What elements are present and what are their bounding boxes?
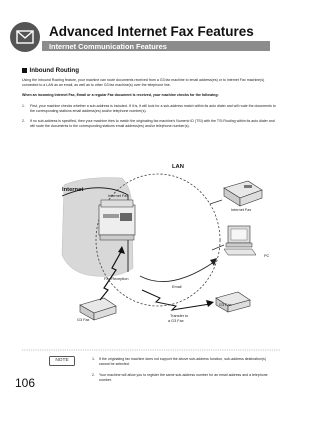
page-subtitle: Internet Communication Features — [49, 41, 167, 51]
pc-label: PC — [264, 254, 270, 258]
intro-paragraph: Using the Inbound Routing feature, your machine can route documents received from a G3 fax machine to email address(es) or to Internet Fax machine(s) connected to a LAN as an email, as well as to other G3 fax machine(s) over the telephone line. — [22, 78, 265, 87]
list-item-number: 1. — [22, 104, 25, 108]
internet-label: Internet — [62, 187, 84, 193]
section-title: Inbound Routing — [29, 67, 79, 74]
email-label: Email — [172, 285, 182, 289]
transfer-label-line1: Transfer to — [170, 314, 189, 318]
note-item-text: If the originating fax machine does not support the above sub-address function, sub-address destination(s) cannot be selected. — [99, 357, 266, 366]
page-number: 106 — [15, 376, 36, 390]
fax-reception-label: Fax Reception — [104, 277, 129, 281]
note-label: NOTE — [49, 356, 75, 366]
internet-fax-right-label: Internet Fax — [231, 208, 252, 212]
note-item — [92, 373, 276, 382]
page-title: Advanced Internet Fax Features — [49, 24, 254, 39]
question-paragraph: When an incoming Internet Fax, Email or a regular Fax document is received, your machine checks for the following: — [22, 93, 219, 97]
internet-fax-left-label: Internet Fax — [108, 194, 129, 198]
list-item-text: If no sub-address is specified, then your machine tries to match the originating fax machine's Numeric ID (TSI) with the TSI Routing within its auto dialer and will route the documents to the corresponding stations email address(es) and/or telephone number(s). — [30, 119, 275, 128]
lan-label: LAN — [172, 164, 184, 170]
transfer-label-line2: a G3 Fax — [168, 319, 184, 323]
note-item-number: 1. — [92, 357, 95, 361]
note-item-number: 2. — [92, 373, 95, 377]
list-item-text: First, your machine checks whether a sub-address is included. If it is, it will look for a sub-address match within its auto dialer and will route the documents to the corresponding stations email address(es) and/or telephone number(s). — [30, 104, 276, 113]
list-item-number: 2. — [22, 119, 25, 123]
g3-fax-right-label: G3 Fax — [219, 303, 232, 307]
note-item-text: Your machine will allow you to register the same sub-address number for an email address and a telephone number. — [99, 373, 268, 382]
g3-fax-left-label: G3 Fax — [77, 318, 90, 322]
note-item — [92, 357, 276, 366]
